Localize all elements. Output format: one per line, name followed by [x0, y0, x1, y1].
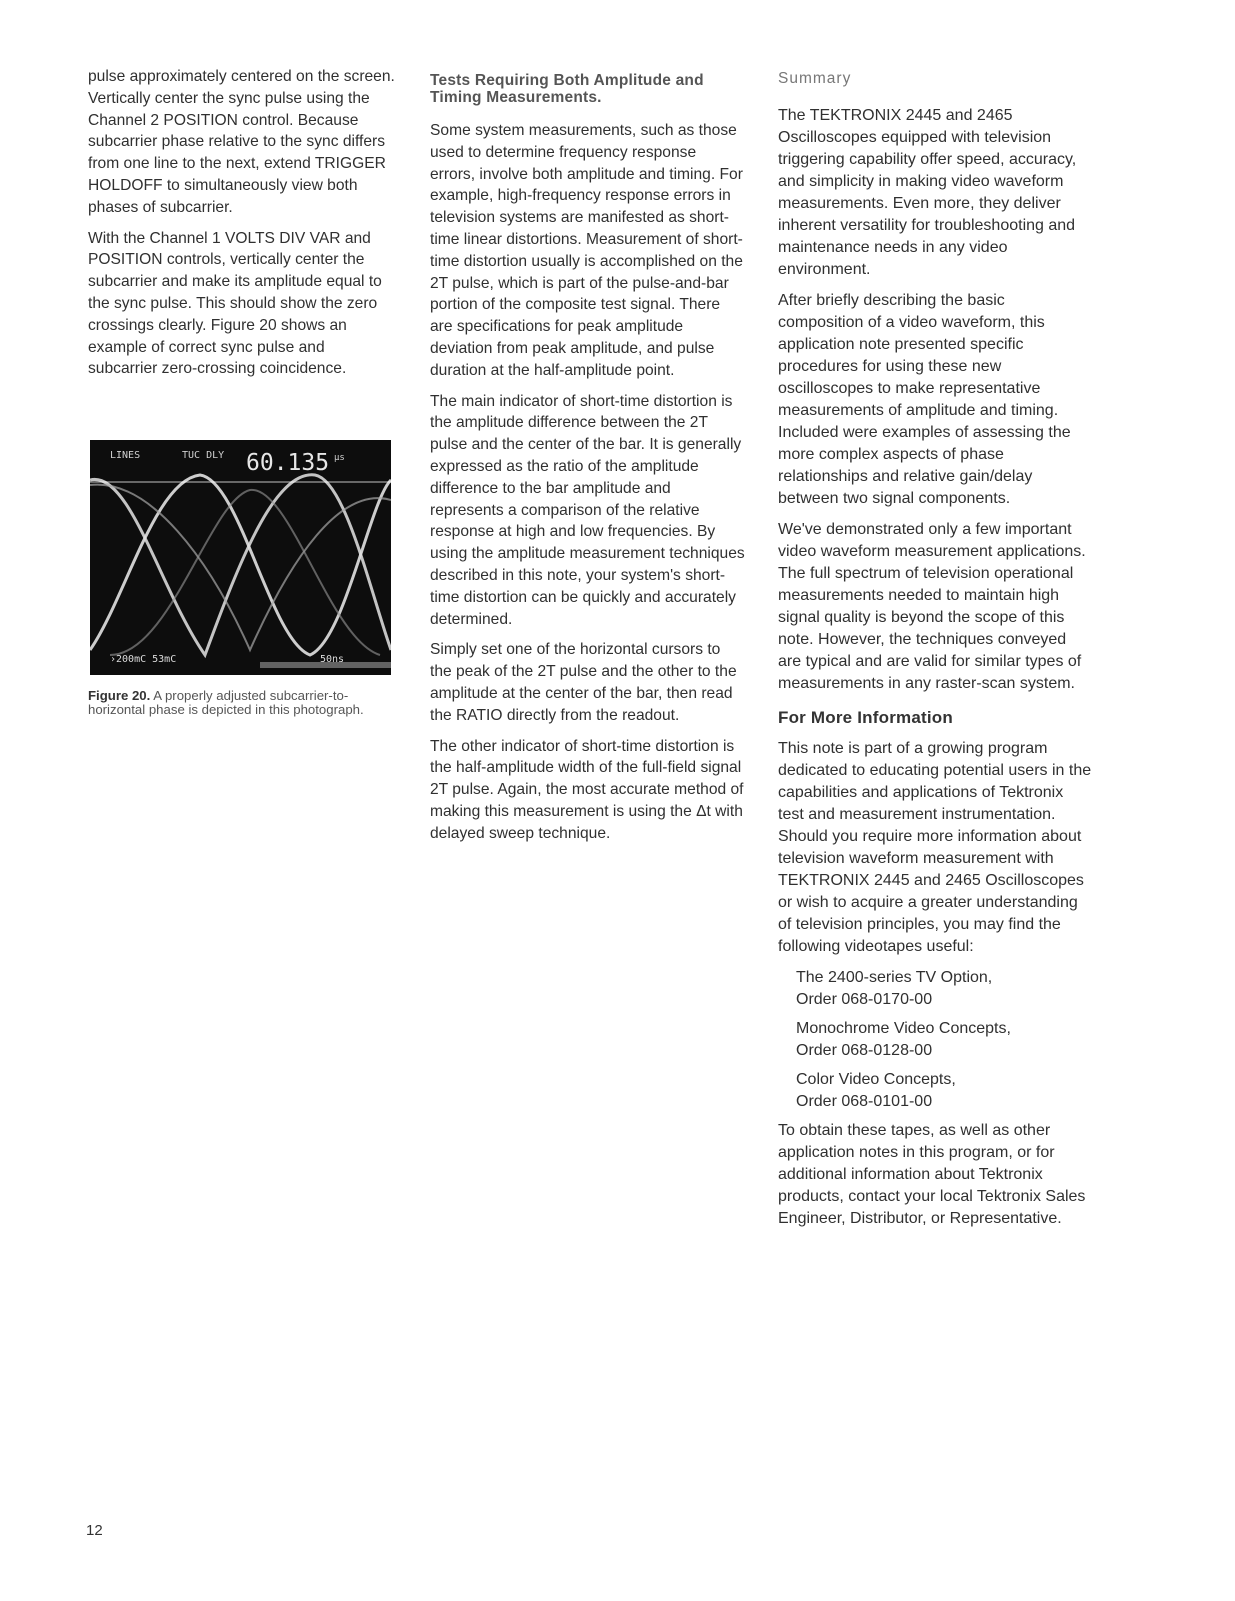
paragraph: Some system measurements, such as those used to determine frequency response errors, involve both amplitude and timing. For example, high-frequency response errors in television systems are manifested as short-time linear distortions. Measurement of short-time distortion usually is accomplished on the 2T pulse, which is part of the pulse-and-bar portion of the composite test signal. There are specifications for peak amplitude deviation from peak amplitude, and pulse duration at the half-amplitude point.: [430, 122, 743, 379]
readout-delay: TUC DLY: [182, 450, 225, 462]
paragraph: The TEKTRONIX 2445 and 2465 Oscilloscopes equipped with television triggering capability offer speed, accuracy, and simplicity in making video waveform measurements. Even more, they deliver inherent versatility for troubleshooting and maintenance needs in any video environment.: [778, 107, 1077, 278]
page-number: 12: [86, 1522, 103, 1539]
paragraph: We've demonstrated only a few important video waveform measurement applications. The full spectrum of television operational measurements needed to maintain high signal quality is beyond the scope of this note. However, the techniques conveyed are typical and are valid for similar types of measurements in any raster-scan system.: [778, 521, 1086, 692]
section-heading: Tests Requiring Both Amplitude and Timing Measurements.: [430, 72, 704, 106]
paragraph: The other indicator of short-time distortion is the half-amplitude width of the full-field signal 2T pulse. Again, the most accurate method of making this measurement is using the Δt with delayed sweep technique.: [430, 737, 744, 842]
paragraph: The main indicator of short-time distortion is the amplitude difference between the 2T pulse and the center of the bar. It is generally expressed as the ratio of the amplitude difference to the bar amplitude and represents a comparison of the relative response at high and low frequencies. By using the amplitude measurement techniques described in this note, your system's short-time distortion can be quickly and accurately determined.: [430, 392, 745, 628]
paragraph: Simply set one of the horizontal cursors to the peak of the 2T pulse and the other to the amplitude at the center of the bar, then read the RATIO directly from the readout.: [430, 641, 737, 724]
caption-text: A properly adjusted subcarrier-to-horizontal phase is depicted in this photograph.: [88, 688, 364, 718]
column-left: [88, 66, 398, 717]
videotape-item: [796, 1018, 1093, 1062]
waveform-display: [90, 440, 391, 675]
videotape-order: Order 068-0101-00: [796, 1093, 933, 1110]
figure-caption: [88, 689, 398, 717]
readout-mode: LINES: [110, 450, 141, 462]
videotape-title: The 2400-series TV Option,: [796, 969, 993, 986]
paragraph: After briefly describing the basic composition of a video waveform, this application note presented specific procedures for using these new oscilloscopes to make representative measurements of amplitude and timing. Included were examples of assessing the more complex aspects of phase relationships and relative gain/delay between two signal components.: [778, 292, 1071, 507]
summary-heading: Summary: [778, 70, 852, 87]
videotape-item: [796, 967, 1093, 1011]
column-right: [778, 66, 1093, 1239]
videotape-item: [796, 1069, 1093, 1113]
readout-value: 60.135: [246, 450, 330, 477]
videotape-order: Order 068-0170-00: [796, 991, 933, 1008]
channel-readout: ›200mC 53mC: [110, 654, 177, 666]
paragraph: This note is part of a growing program dedicated to educating potential users in the capabilities and applications of Tektronix test and measurement instrumentation. Should you require more information about television waveform measurement with TEKTRONIX 2445 and 2465 Oscilloscopes or wish to acquire a greater understanding of television principles, you may find the following videotapes useful:: [778, 740, 1092, 955]
videotape-title: Color Video Concepts,: [796, 1071, 956, 1088]
paragraph: With the Channel 1 VOLTS DIV VAR and POSITION controls, vertically center the subcarrier and make its amplitude equal to the sync pulse. This should show the zero crossings clearly. Figure 20 shows an example of correct sync pulse and subcarrier zero-crossing coincidence.: [88, 229, 382, 378]
videotape-order: Order 068-0128-00: [796, 1042, 933, 1059]
videotape-title: Monochrome Video Concepts,: [796, 1020, 1011, 1037]
oscilloscope-photo: [90, 440, 391, 675]
column-middle: [430, 66, 745, 854]
caption-label: Figure 20.: [88, 688, 151, 704]
more-info-heading: For More Information: [778, 708, 953, 727]
paragraph: pulse approximately centered on the screen. Vertically center the sync pulse using the Channel 2 POSITION control. Because subcarrier phase relative to the sync differs from one line to the next, extend TRIGGER HOLDOFF to simultaneously view both phases of subcarrier.: [88, 68, 395, 216]
readout-unit: μs: [334, 453, 345, 464]
paragraph: To obtain these tapes, as well as other application notes in this program, or for additional information about Tektronix products, contact your local Tektronix Sales Engineer, Distributor, or Representative.: [778, 1122, 1086, 1227]
timebase-readout: 50ns: [320, 654, 345, 666]
